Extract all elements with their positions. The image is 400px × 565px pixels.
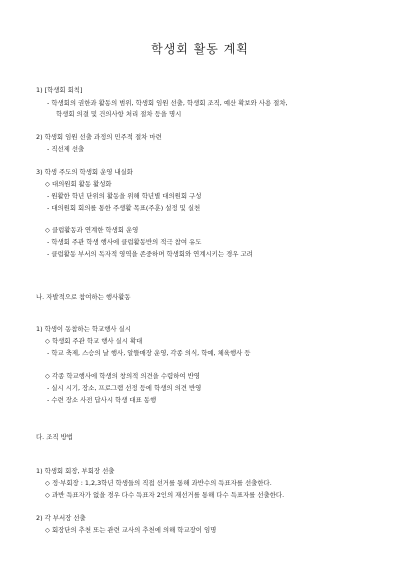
section-heading: 3) 학생 주도의 학생회 운영 내실화 — [36, 168, 133, 176]
body-line: - 클럽활동 부서의 독자적 영역을 존중하며 학생회와 연계시키는 경우 고려 — [47, 250, 253, 258]
section-heading: 1) 학생회 회장, 부회장 선출 — [36, 467, 115, 475]
section-heading: 1) [학생회 회칙] — [36, 86, 83, 94]
subsection-heading: ◇ 대의원회 활동 활성화 — [45, 180, 112, 188]
section-heading: 2) 각 부서장 선출 — [36, 514, 86, 522]
document-title: 학생회 활동 계획 — [151, 42, 249, 56]
body-line: - 직선제 선출 — [47, 145, 85, 153]
section-heading: 1) 학생이 동참하는 학교행사 실시 — [36, 325, 131, 333]
body-line: - 대의원회 회의를 통한 주생활 목표(주훈) 설정 및 실천 — [47, 204, 201, 212]
subsection-heading: ◇ 각종 학교행사에 학생의 창의적 의견을 수렴하여 반영 — [45, 372, 200, 380]
body-line: - 학생회의 권한과 활동의 범위, 학생회 임원 선출, 학생회 조직, 예산 확보와 사용 절차, — [47, 99, 288, 107]
subsection-heading: ◇ 학생회 주관 학교 행사 실시 확대 — [45, 337, 143, 345]
body-line: ◇ 회장단의 추천 또는 관련 교사의 추천에 의해 학교장이 임명 — [45, 526, 217, 534]
major-heading: 다. 조직 방법 — [36, 433, 73, 441]
body-line: - 학교 축제, 스승의 날 행사, 알뜰매장 운영, 각종 의식, 학예, 체육행사 등 — [47, 349, 251, 357]
body-line: 학생회 의결 및 건의사항 처리 절차 등을 명시 — [56, 110, 182, 118]
body-line: - 원활한 학년 단위의 활동을 위해 학년별 대의원회 구성 — [47, 192, 202, 200]
major-heading: 나. 자발적으로 참여하는 행사활동 — [36, 293, 131, 301]
body-line: - 수련 장소 사전 답사시 학생 대표 동행 — [47, 396, 157, 404]
section-heading: 2) 학생회 임원 선출 과정의 민주적 절차 마련 — [36, 133, 162, 141]
body-line: ◇ 정·부회장 : 1,2,3학년 학생들의 직접 선거를 통해 과반수의 득표자를 선출한다. — [45, 479, 272, 487]
body-line: ◇ 과반 득표자가 없을 경우 다수 득표자 2인의 재선거를 통해 다수 득표자를 선출한다. — [45, 491, 285, 499]
body-line: - 실시 시기, 장소, 프로그램 선정 등에 학생의 의견 반영 — [47, 384, 202, 392]
body-line: - 학생회 주관 학생 행사에 클럽활동반의 적극 참여 유도 — [47, 238, 202, 246]
subsection-heading: ◇ 클럽활동과 연계한 학생회 운영 — [45, 226, 139, 234]
